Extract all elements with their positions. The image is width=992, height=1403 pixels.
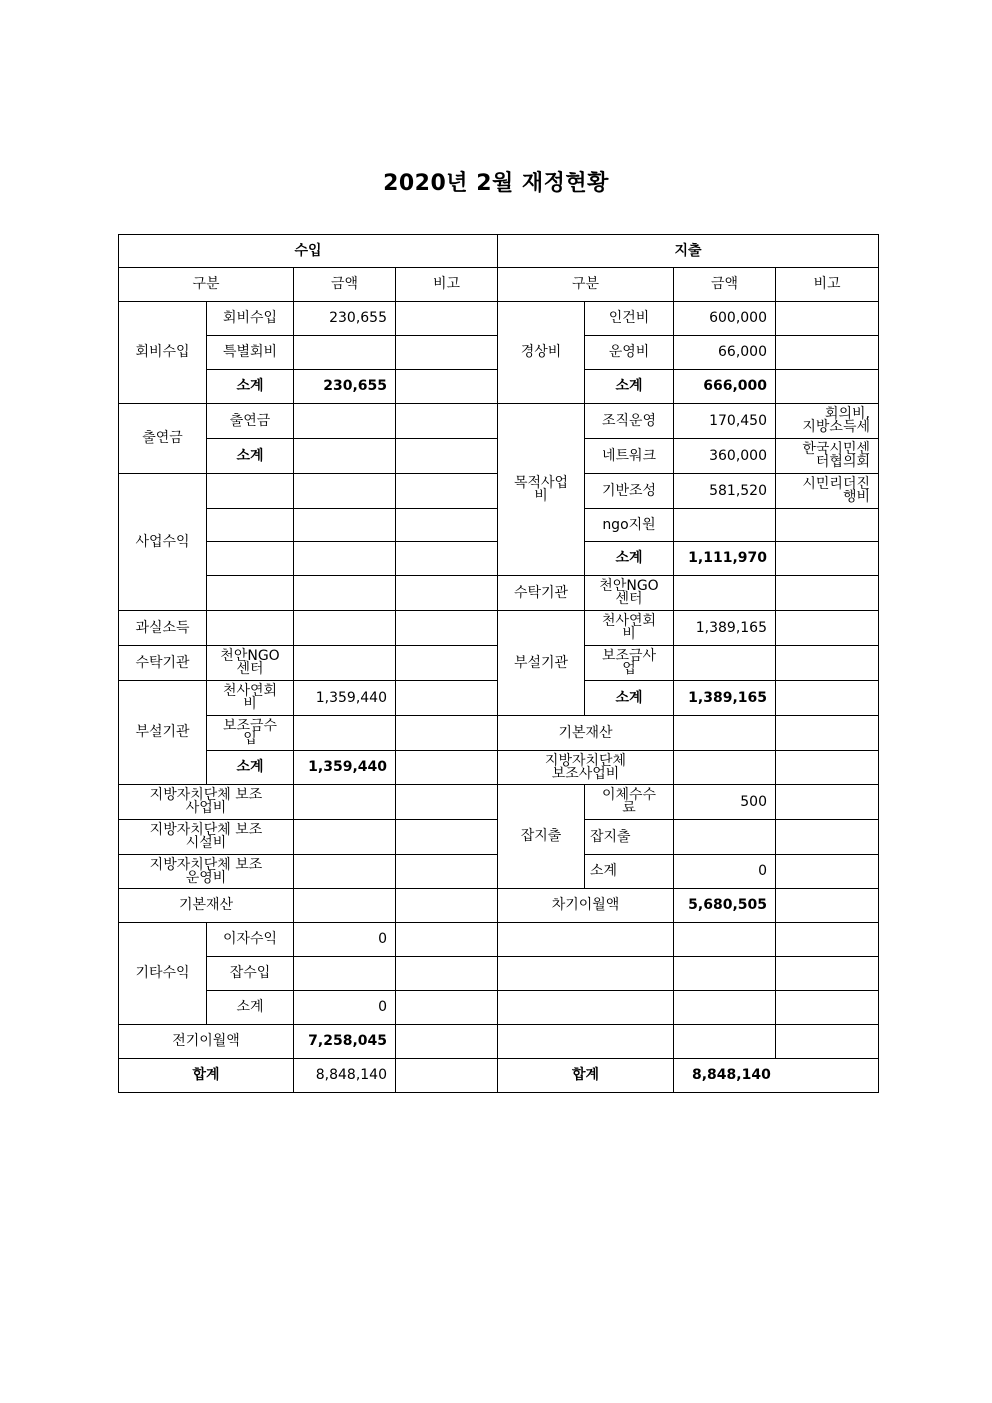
- income-note: [396, 716, 498, 751]
- income-total: 8,848,140: [294, 1059, 396, 1093]
- expense-group-operating: 경상비: [498, 302, 585, 404]
- income-header: 수입: [119, 235, 498, 268]
- income-note: [396, 474, 498, 509]
- income-subtotal-label: 소계: [207, 439, 294, 474]
- income-note: [396, 957, 498, 991]
- page-title: 2020년 2월 재정현황: [383, 171, 609, 196]
- income-item: [207, 542, 294, 576]
- income-prev-carryover: 7,258,045: [294, 1025, 396, 1059]
- expense-note: [776, 611, 879, 646]
- income-note: [396, 404, 498, 439]
- income-note: [396, 1025, 498, 1059]
- income-amount: [294, 785, 396, 820]
- income-group-affiliate: 부설기관: [119, 681, 207, 785]
- expense-amount: 170,450: [674, 404, 776, 439]
- expense-blank: [498, 1025, 674, 1059]
- income-group-trust: 수탁기관: [119, 646, 207, 681]
- income-amount: [294, 509, 396, 542]
- income-item: 특별회비: [207, 336, 294, 370]
- income-basic-assets: 기본재산: [119, 889, 294, 923]
- expense-note: [776, 889, 879, 923]
- expense-group-trust: 수탁기관: [498, 576, 585, 611]
- income-note: [396, 923, 498, 957]
- income-item: 잡수입: [207, 957, 294, 991]
- expense-local-gov: 지방자치단체 보조사업비: [498, 751, 674, 785]
- income-note: [396, 302, 498, 336]
- expense-amount: [674, 646, 776, 681]
- income-item: 천안NGO 센터: [207, 646, 294, 681]
- expense-amount: 66,000: [674, 336, 776, 370]
- expense-note: [776, 923, 879, 957]
- income-amount: [294, 576, 396, 611]
- expense-item: 기반조성: [585, 474, 674, 509]
- income-total-label: 합계: [119, 1059, 294, 1093]
- income-amount: [294, 404, 396, 439]
- income-note: [396, 611, 498, 646]
- income-subtotal-label: 소계: [207, 370, 294, 404]
- income-item: [207, 509, 294, 542]
- income-subtotal: 230,655: [294, 370, 396, 404]
- expense-amount: 600,000: [674, 302, 776, 336]
- income-item: [207, 474, 294, 509]
- income-amount: 0: [294, 923, 396, 957]
- expense-note: [776, 509, 879, 542]
- expense-subtotal-label: 소계: [585, 855, 674, 889]
- expense-amount-header: 금액: [674, 268, 776, 302]
- expense-total-label: 합계: [498, 1059, 674, 1093]
- income-amount: [294, 439, 396, 474]
- expense-item: 천사연회 비: [585, 611, 674, 646]
- expense-note: 한국시민센 터협의회: [776, 439, 879, 474]
- expense-item: 잡지출: [585, 820, 674, 855]
- expense-item: 천안NGO 센터: [585, 576, 674, 611]
- income-amount: [294, 474, 396, 509]
- expense-amount: 581,520: [674, 474, 776, 509]
- income-amount: 1,359,440: [294, 681, 396, 716]
- income-item: 천사연회 비: [207, 681, 294, 716]
- expense-group-purpose: 목적사업 비: [498, 404, 585, 576]
- expense-note: 시민리더진 행비: [776, 474, 879, 509]
- expense-amount: [674, 716, 776, 751]
- expense-subtotal: 1,111,970: [674, 542, 776, 576]
- income-note-header: 비고: [396, 268, 498, 302]
- income-note: [396, 542, 498, 576]
- income-note: [396, 509, 498, 542]
- income-amount: [294, 957, 396, 991]
- expense-item: 운영비: [585, 336, 674, 370]
- expense-amount: [674, 576, 776, 611]
- expense-group-affiliate: 부설기관: [498, 611, 585, 716]
- expense-amount: 1,389,165: [674, 611, 776, 646]
- income-local-gov: 지방자치단체 보조 시설비: [119, 820, 294, 855]
- income-group-contribution: 출연금: [119, 404, 207, 474]
- income-note: [396, 1059, 498, 1093]
- expense-note: [776, 785, 879, 820]
- expense-amount: 500: [674, 785, 776, 820]
- expense-note: [776, 336, 879, 370]
- expense-note: [776, 957, 879, 991]
- expense-subtotal: 666,000: [674, 370, 776, 404]
- income-amount: [294, 889, 396, 923]
- expense-amount: [674, 509, 776, 542]
- income-item: 회비수입: [207, 302, 294, 336]
- expense-amount: [674, 923, 776, 957]
- income-subtotal-label: 소계: [207, 751, 294, 785]
- expense-amount: [674, 1025, 776, 1059]
- income-note: [396, 820, 498, 855]
- income-amount: [294, 855, 396, 889]
- expense-item: 조직운영: [585, 404, 674, 439]
- expense-subtotal-label: 소계: [585, 681, 674, 716]
- income-item: 이자수익: [207, 923, 294, 957]
- income-note: [396, 855, 498, 889]
- expense-subtotal: 1,389,165: [674, 681, 776, 716]
- expense-note: [776, 646, 879, 681]
- income-local-gov: 지방자치단체 보조 운영비: [119, 855, 294, 889]
- income-group-business: 사업수익: [119, 474, 207, 611]
- income-note: [396, 439, 498, 474]
- expense-item: 인건비: [585, 302, 674, 336]
- expense-note: [776, 991, 879, 1025]
- expense-item: ngo지원: [585, 509, 674, 542]
- income-item: 출연금: [207, 404, 294, 439]
- income-amount: [294, 820, 396, 855]
- income-note: [396, 751, 498, 785]
- income-local-gov: 지방자치단체 보조 사업비: [119, 785, 294, 820]
- income-group-membership: 회비수입: [119, 302, 207, 404]
- expense-note: [776, 820, 879, 855]
- income-note: [396, 681, 498, 716]
- income-prev-carryover-label: 전기이월액: [119, 1025, 294, 1059]
- expense-item: 보조금사 업: [585, 646, 674, 681]
- income-subtotal: 1,359,440: [294, 751, 396, 785]
- expense-note-header: 비고: [776, 268, 879, 302]
- expense-amount: [674, 991, 776, 1025]
- income-subtotal: 0: [294, 991, 396, 1025]
- income-group-other: 기타수익: [119, 923, 207, 1025]
- income-amount-header: 금액: [294, 268, 396, 302]
- expense-next-carryover-label: 차기이월액: [498, 889, 674, 923]
- expense-subtotal-label: 소계: [585, 370, 674, 404]
- expense-note: [776, 716, 879, 751]
- expense-blank: [498, 957, 674, 991]
- expense-note: [776, 1025, 879, 1059]
- expense-subtotal: 0: [674, 855, 776, 889]
- income-note: [396, 336, 498, 370]
- income-amount: [294, 542, 396, 576]
- expense-basic-assets: 기본재산: [498, 716, 674, 751]
- income-note: [396, 785, 498, 820]
- income-item: [207, 611, 294, 646]
- expense-category-header: 구분: [498, 268, 674, 302]
- income-amount: [294, 336, 396, 370]
- income-note: [396, 370, 498, 404]
- expense-blank: [498, 991, 674, 1025]
- expense-total: 8,848,140: [674, 1059, 879, 1093]
- expense-group-misc: 잡지출: [498, 785, 585, 889]
- expense-subtotal-label: 소계: [585, 542, 674, 576]
- income-note: [396, 991, 498, 1025]
- expense-note: [776, 302, 879, 336]
- expense-note: [776, 751, 879, 785]
- expense-note: [776, 542, 879, 576]
- expense-header: 지출: [498, 235, 879, 268]
- income-item: 보조금수 입: [207, 716, 294, 751]
- income-category-header: 구분: [119, 268, 294, 302]
- income-group-interest: 과실소득: [119, 611, 207, 646]
- income-amount: [294, 611, 396, 646]
- income-note: [396, 576, 498, 611]
- expense-note: [776, 576, 879, 611]
- expense-note: 회의비, 지방소득세: [776, 404, 879, 439]
- expense-note: [776, 855, 879, 889]
- income-item: [207, 576, 294, 611]
- income-amount: [294, 716, 396, 751]
- expense-item: 네트워크: [585, 439, 674, 474]
- expense-amount: 360,000: [674, 439, 776, 474]
- expense-note: [776, 370, 879, 404]
- income-amount: [294, 646, 396, 681]
- income-amount: 230,655: [294, 302, 396, 336]
- expense-amount: [674, 751, 776, 785]
- expense-note: [776, 681, 879, 716]
- income-note: [396, 646, 498, 681]
- expense-blank: [498, 923, 674, 957]
- expense-next-carryover: 5,680,505: [674, 889, 776, 923]
- income-note: [396, 889, 498, 923]
- expense-amount: [674, 957, 776, 991]
- expense-amount: [674, 820, 776, 855]
- finance-table: [118, 234, 879, 1093]
- expense-item: 이체수수 료: [585, 785, 674, 820]
- income-subtotal-label: 소계: [207, 991, 294, 1025]
